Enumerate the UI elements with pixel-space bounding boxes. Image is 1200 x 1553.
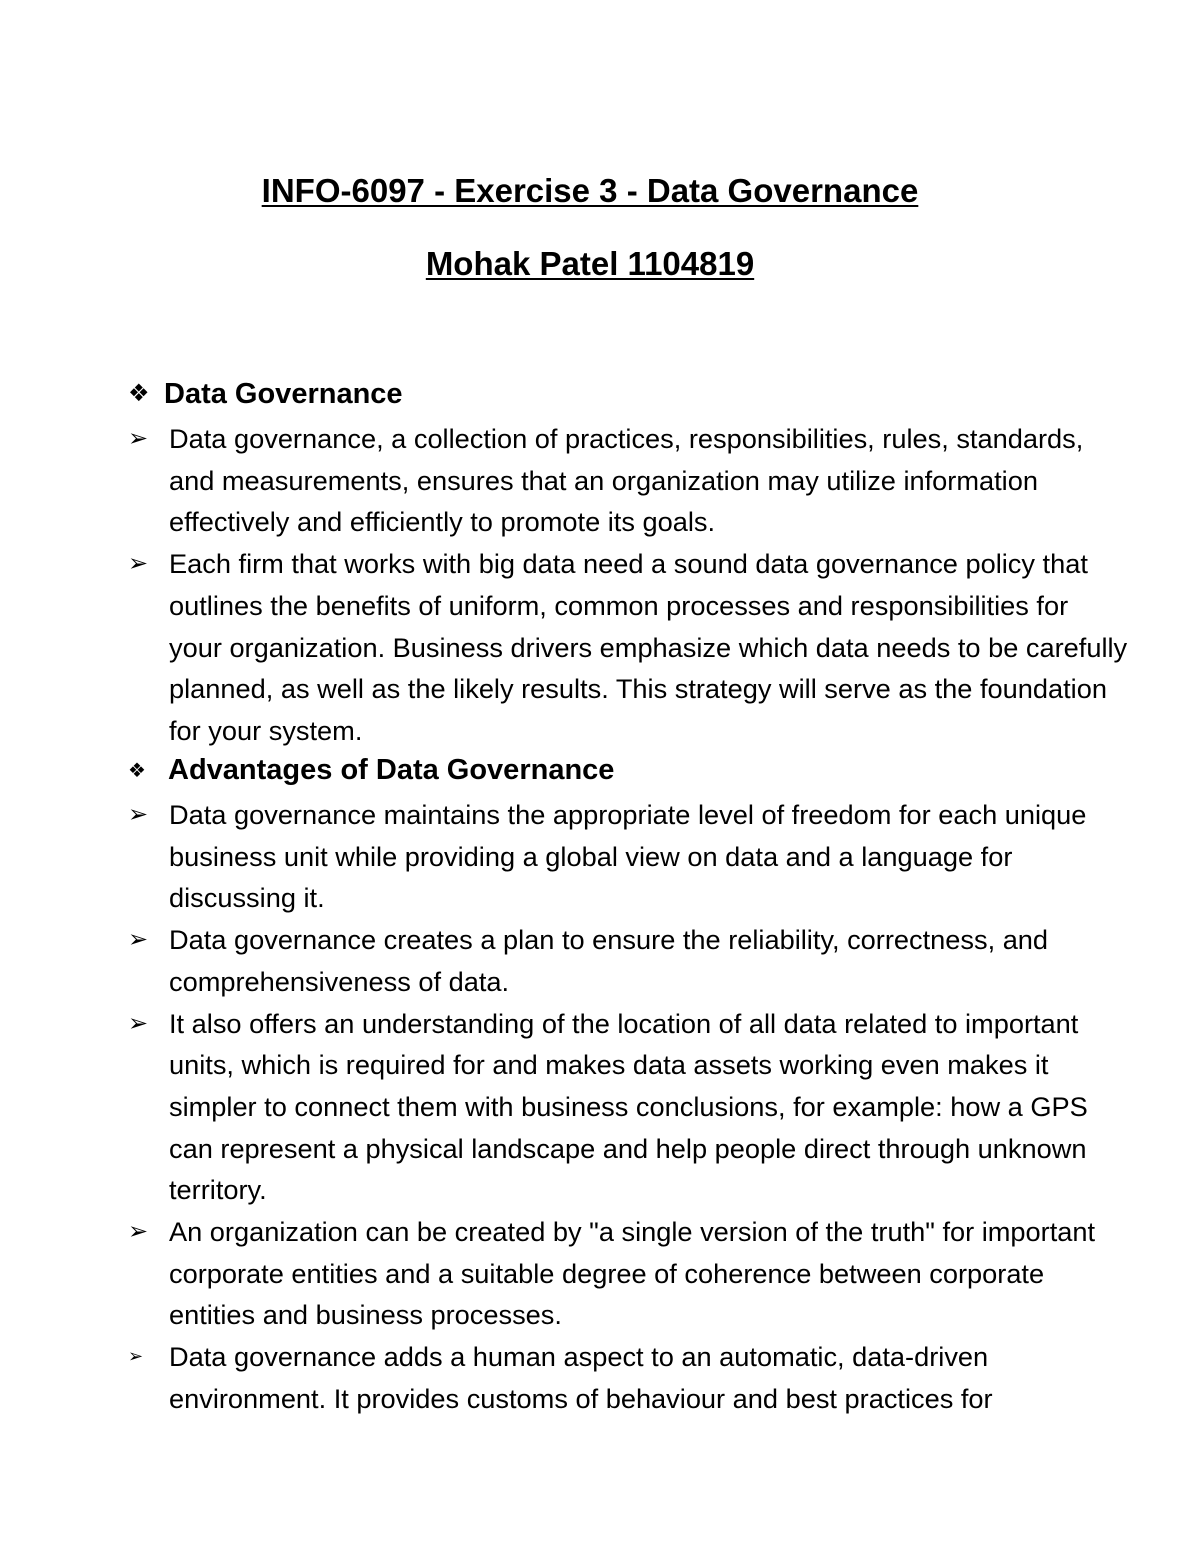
list-item: ➢ An organization can be created by "a single version of the truth" for important corporate entities and a suitable degree of coherence between corporate entities and business processes.	[128, 1211, 1128, 1336]
arrowhead-bullet-icon: ➢	[128, 550, 149, 578]
arrowhead-bullet-icon: ➢	[128, 1218, 149, 1246]
arrowhead-bullet-icon: ➢	[128, 1346, 144, 1367]
arrowhead-bullet-icon: ➢	[128, 926, 149, 954]
arrowhead-bullet-icon: ➢	[128, 801, 149, 828]
arrowhead-bullet-icon: ➢	[128, 1009, 149, 1037]
list-item: ➢ Each firm that works with big data need a sound data governance policy that outlines the benefits of uniform, common processes and responsibilities for your organization. Business drivers emphasize which data needs to be carefully planned, as well as the likely results. This strategy will serve as the foundation for your system.	[128, 543, 1128, 752]
diamond-bullet-icon: ❖	[128, 380, 150, 407]
author-line: Mohak Patel 1104819	[425, 245, 755, 282]
bullet-list-data-governance	[128, 418, 1128, 752]
list-item: ➢ Data governance adds a human aspect to an automatic, data-driven environment. It provides customs of behaviour and best practices for	[128, 1336, 1128, 1419]
arrowhead-bullet-icon: ➢	[128, 425, 149, 452]
list-item: ➢ It also offers an understanding of the location of all data related to important units, which is required for and makes data assets working even makes it simpler to connect them with business conclusions, for example: how a GPS can represent a physical landscape and help people direct through unknown territory.	[128, 1003, 1128, 1212]
section-heading-advantages: ❖ Advantages of Data Governance	[128, 750, 614, 791]
bullet-list-advantages	[128, 794, 1128, 1420]
section-heading-data-governance: ❖ Data Governance	[128, 374, 403, 414]
document-title: INFO-6097 - Exercise 3 - Data Governance	[261, 172, 919, 209]
list-item: ➢ Data governance creates a plan to ensure the reliability, correctness, and comprehensiveness of data.	[128, 919, 1128, 1002]
list-item: ➢ Data governance, a collection of practices, responsibilities, rules, standards, and measurements, ensures that an organization may utilize information effectively and efficiently to promote its goals.	[128, 418, 1128, 543]
diamond-bullet-icon: ❖	[128, 760, 146, 782]
list-item: ➢ Data governance maintains the appropriate level of freedom for each unique business unit while providing a global view on data and a language for discussing it.	[128, 794, 1128, 919]
